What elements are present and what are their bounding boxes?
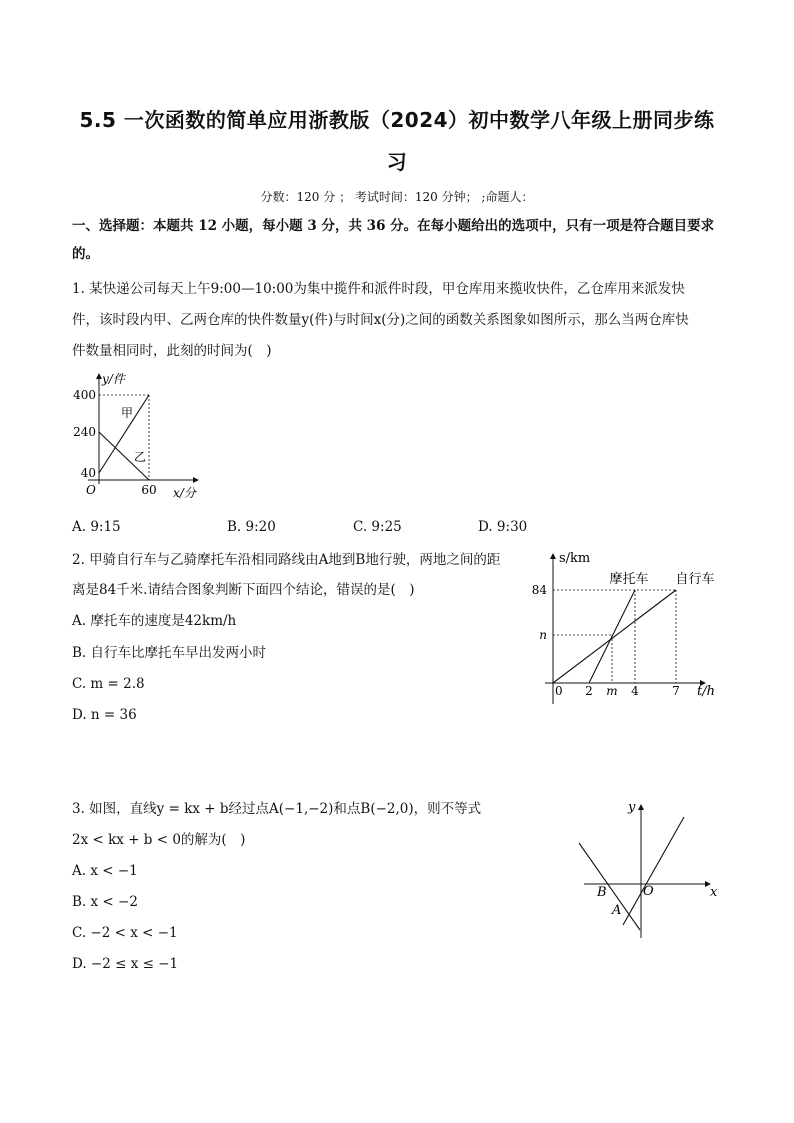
- q2-text-line1: 2. 甲骑自行车与乙骑摩托车沿相同路线由A地到B地行驶，两地之间的距: [72, 552, 501, 568]
- q2-graph: [525, 542, 725, 712]
- q2-y-tick-n: n: [539, 628, 547, 642]
- q2-line-label-bicycle: 自行车: [675, 572, 715, 587]
- q1-text-line2: 件，该时段内甲、乙两仓库的快件数量y(件)与时间x(分)之间的函数关系图象如图所示，那么当两仓库快: [72, 312, 689, 328]
- section-heading-continued: 的。: [72, 246, 99, 262]
- q1-option-d[interactable]: D. 9:30: [478, 519, 528, 535]
- exam-meta: 分数：120 分 ； 考试时间：120 分钟； ;命题人：: [260, 190, 534, 204]
- q3-point-b-label: B: [597, 885, 607, 900]
- q1-y-tick-40: 40: [80, 466, 96, 480]
- q3-text-line2: 2x < kx + b < 0的解为( ): [72, 832, 246, 848]
- q1-origin-label: O: [86, 483, 96, 497]
- q2-line-label-motorcycle: 摩托车: [609, 572, 649, 587]
- q2-x-tick-7: 7: [672, 684, 680, 698]
- q1-x-tick-60: 60: [141, 483, 157, 497]
- q2-x-tick-0: 0: [555, 684, 563, 698]
- q3-graph: [570, 795, 730, 945]
- q1-y-tick-400: 400: [73, 388, 96, 402]
- q3-line-2x: [623, 817, 684, 925]
- q2-option-d[interactable]: D. n = 36: [72, 707, 137, 723]
- q3-option-d[interactable]: D. −2 ≤ x ≤ −1: [72, 956, 179, 972]
- q1-text-line3: 件数量相同时，此刻的时间为( ): [72, 343, 272, 359]
- q1-graph: [70, 366, 210, 506]
- q2-line-bicycle: [553, 590, 676, 683]
- q1-x-label: x/分: [173, 486, 196, 500]
- q1-y-tick-240: 240: [73, 425, 96, 439]
- q2-line-motorcycle: [589, 590, 635, 683]
- q2-y-tick-84: 84: [531, 583, 547, 597]
- q1-line-label-yi: 乙: [134, 450, 147, 464]
- q1-option-c[interactable]: C. 9:25: [353, 519, 402, 535]
- q2-option-a[interactable]: A. 摩托车的速度是42km/h: [72, 613, 237, 629]
- q3-x-label: x: [710, 885, 718, 900]
- q3-option-a[interactable]: A. x < −1: [72, 863, 138, 879]
- q2-x-tick-2: 2: [585, 684, 593, 698]
- q3-text-line1: 3. 如图，直线y = kx + b经过点A(−1,−2)和点B(−2,0)，则不等式: [72, 801, 482, 817]
- q3-option-b[interactable]: B. x < −2: [72, 894, 138, 910]
- q1-text-line1: 1. 某快递公司每天上午9:00—10:00为集中揽件和派件时段，甲仓库用来揽收快件，乙仓库用来派发快: [72, 281, 685, 297]
- q3-line-kx-b: [579, 843, 640, 930]
- q2-y-label: s/km: [559, 551, 591, 566]
- q2-text-line2: 离是84千米.请结合图象判断下面四个结论，错误的是( ): [72, 582, 415, 598]
- q2-option-c[interactable]: C. m = 2.8: [72, 676, 145, 692]
- q3-option-c[interactable]: C. −2 < x < −1: [72, 925, 178, 941]
- page-title: 5.5 一次函数的简单应用浙教版（2024）初中数学八年级上册同步练: [79, 108, 715, 132]
- q2-x-tick-4: 4: [631, 684, 639, 698]
- q3-origin-label: O: [643, 884, 654, 899]
- q3-y-label: y: [628, 800, 636, 815]
- q1-line-label-jia: 甲: [121, 406, 134, 420]
- section-heading: 一、选择题：本题共 12 小题，每小题 3 分，共 36 分。在每小题给出的选项中，只有一项是符合题目要求: [72, 218, 715, 234]
- q2-option-b[interactable]: B. 自行车比摩托车早出发两小时: [72, 645, 267, 661]
- q1-option-b[interactable]: B. 9:20: [227, 519, 276, 535]
- q2-x-label: t/h: [697, 684, 715, 699]
- page-title-continued: 习: [386, 150, 408, 174]
- q2-x-tick-m: m: [606, 684, 618, 698]
- q1-y-label: y/件: [102, 372, 125, 386]
- q3-point-a-label: A: [612, 903, 622, 918]
- q1-option-a[interactable]: A. 9:15: [72, 519, 121, 535]
